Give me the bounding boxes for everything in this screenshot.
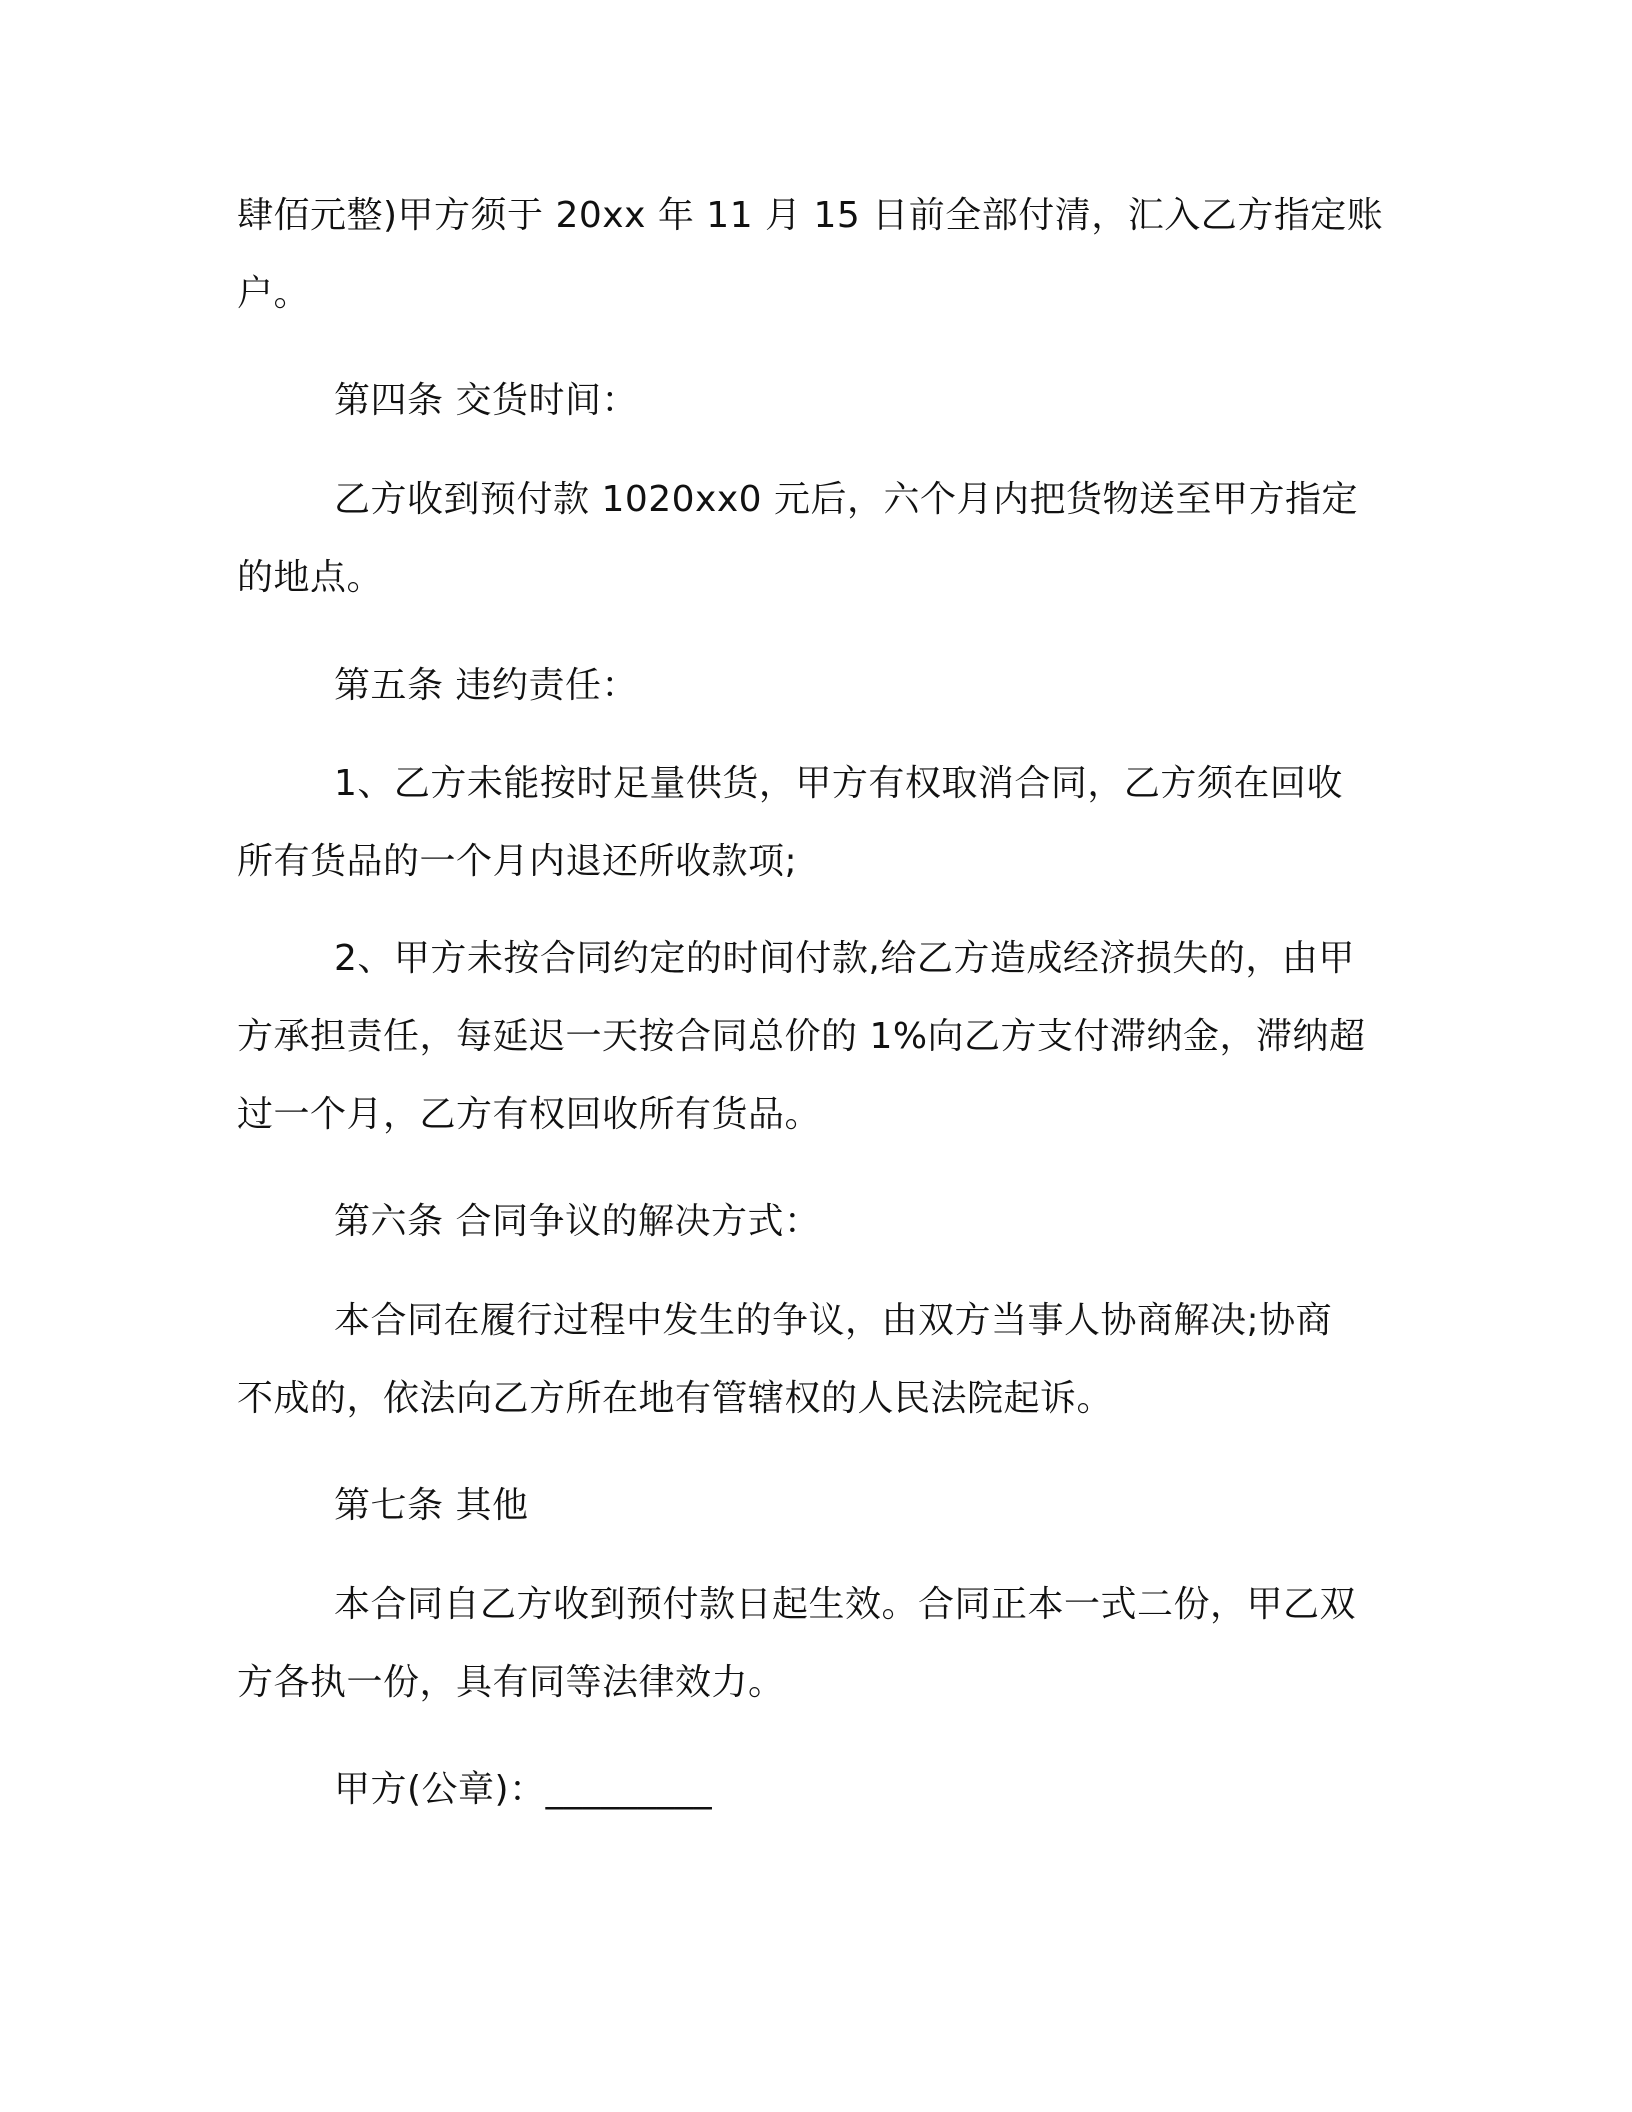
paragraph-line: 肆佰元整)甲方须于 20xx 年 11 月 15 日前全部付清，汇入乙方指定账 (237, 195, 1384, 236)
paragraph-line: 乙方收到预付款 1020xx0 元后，六个月内把货物送至甲方指定 (334, 479, 1359, 520)
article-heading-6: 第六条 合同争议的解决方式： (334, 1201, 821, 1242)
party-a-seal-line: 甲方(公章)：_________ (334, 1769, 713, 1810)
paragraph-line: 本合同在履行过程中发生的争议，由双方当事人协商解决;协商 (334, 1300, 1333, 1341)
clause-2-line: 2、甲方未按合同约定的时间付款,给乙方造成经济损失的，由甲 (334, 938, 1355, 979)
paragraph-line: 不成的，依法向乙方所在地有管辖权的人民法院起诉。 (237, 1378, 1114, 1419)
article-heading-4: 第四条 交货时间： (334, 380, 638, 421)
paragraph-line: 本合同自乙方收到预付款日起生效。合同正本一式二份，甲乙双 (334, 1584, 1357, 1625)
clause-2-line: 方承担责任，每延迟一天按合同总价的 1%向乙方支付滞纳金，滞纳超 (237, 1016, 1366, 1057)
article-heading-5: 第五条 违约责任： (334, 665, 638, 706)
paragraph-line: 的地点。 (237, 557, 384, 598)
clause-2-line: 过一个月，乙方有权回收所有货品。 (237, 1094, 822, 1135)
paragraph-line: 户。 (237, 273, 311, 314)
clause-1-line: 所有货品的一个月内退还所收款项; (237, 841, 798, 882)
paragraph-line: 方各执一份，具有同等法律效力。 (237, 1662, 785, 1703)
article-heading-7: 第七条 其他 (334, 1485, 529, 1526)
clause-1-line: 1、乙方未能按时足量供货，甲方有权取消合同，乙方须在回收 (334, 763, 1343, 804)
